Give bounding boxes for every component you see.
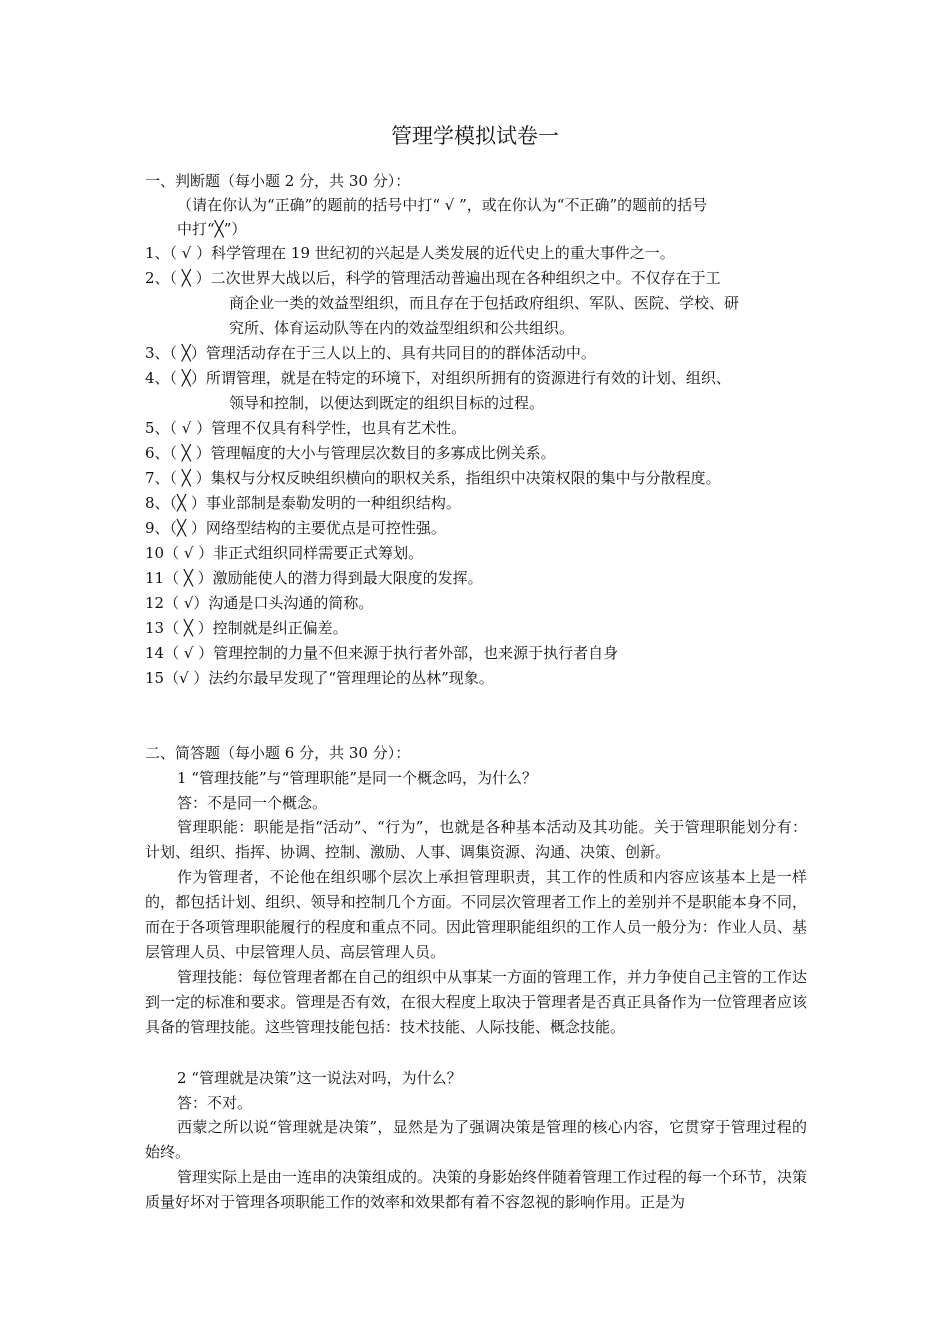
page-title: 管理学模拟试卷一 [391,124,559,148]
answer-paragraph: 管理实际上是由一连串的决策组成的。决策的身影始终伴随着管理工作过程的每一个环节，决策质量好坏对于管理各项职能工作的效率和效果都有着不容忽视的影响作用。正是为 [145,1168,808,1211]
answer-paragraph: 西蒙之所以说“管理就是决策”，显然是为了强调决策是管理的核心内容，它贯穿于管理过程的始终。 [145,1118,807,1161]
section-heading-short-answer: 二、简答题（每小题 6 分，共 30 分）： [145,744,411,762]
answer-paragraph: 管理技能：每位管理者都在自己的组织中从事某一方面的管理工作，并力争使自己主管的工作达到一定的标准和要求。管理是否有效，在很大程度上取决于管理者是否真正具备作为一位管理者应该具备的管理技能。这些管理技能包括：技术技能、人际技能、概念技能。 [145,968,808,1036]
judgment-item: 15（√ ）法约尔最早发现了“管理理论的丛林”现象。 [145,669,494,687]
judgment-item: 6、（ ╳ ）管理幅度的大小与管理层次数目的多寡成比例关系。 [145,444,556,462]
instruction-line: 中打“╳”） [177,220,247,238]
judgment-item: 8、（╳ ）事业部制是泰勒发明的一种组织结构。 [145,494,461,512]
answer-2: 答：不对。 [177,1094,253,1112]
judgment-item: 12（ √）沟通是口头沟通的简称。 [145,594,374,612]
judgment-item-continuation: 领导和控制，以便达到既定的组织目标的过程。 [229,394,545,412]
judgment-item: 7、（ ╳ ）集权与分权反映组织横向的职权关系，指组织中决策权限的集中与分散程度。 [145,469,721,487]
judgment-item: 13（ ╳ ）控制就是纠正偏差。 [145,619,348,637]
answer-paragraph: 管理职能：职能是指“活动”、“行为”，也就是各种基本活动及其功能。关于管理职能划分有：计划、组织、指挥、协调、控制、激励、人事、调集资源、沟通、决策、创新。 [145,818,807,861]
judgment-item: 5、（ √ ）管理不仅具有科学性，也具有艺术性。 [145,419,467,437]
section-heading-judgment: 一、判断题（每小题 2 分，共 30 分）： [145,172,411,190]
judgment-item: 11（ ╳ ）激励能使人的潜力得到最大限度的发挥。 [145,569,483,587]
judgment-item: 1、（ √ ）科学管理在 19 世纪初的兴起是人类发展的近代史上的重大事件之一。 [145,244,675,262]
judgment-item-continuation: 究所、体育运动队等在内的效益型组织和公共组织。 [229,319,575,337]
judgment-item: 2、（ ╳ ）二次世界大战以后，科学的管理活动普遍出现在各种组织之中。不仅存在于工 [145,269,721,287]
judgment-item: 4、（ ╳）所谓管理，就是在特定的环境下，对组织所拥有的资源进行有效的计划、组织、 [145,369,731,387]
question-2: 2 “管理就是决策”这一说法对吗，为什么？ [177,1069,462,1087]
judgment-item-continuation: 商企业一类的效益型组织，而且存在于包括政府组织、军队、医院、学校、研 [229,294,740,312]
judgment-item: 10（ √ ）非正式组织同样需要正式筹划。 [145,544,424,562]
answer-1: 答：不是同一个概念。 [177,794,328,812]
judgment-item: 14（ √ ）管理控制的力量不但来源于执行者外部，也来源于执行者自身 [145,644,619,662]
instruction-line: （请在你认为“正确”的题前的括号中打“ √ ”，或在你认为“不正确”的题前的括号 [177,196,708,214]
judgment-item: 9、（╳ ）网络型结构的主要优点是可控性强。 [145,519,446,537]
judgment-item: 3、（ ╳）管理活动存在于三人以上的、具有共同目的的群体活动中。 [145,344,596,362]
question-1: 1 “管理技能”与“管理职能”是同一个概念吗，为什么？ [177,769,537,787]
answer-paragraph: 作为管理者，不论他在组织哪个层次上承担管理职责，其工作的性质和内容应该基本上是一样的，都包括计划、组织、领导和控制几个方面。不同层次管理者工作上的差别并不是职能本身不同，而在于各项管理职能履行的程度和重点不同。因此管理职能组织的工作人员一般分为：作业人员、基层管理人员、中层管理人员、高层管理人员。 [145,868,807,961]
